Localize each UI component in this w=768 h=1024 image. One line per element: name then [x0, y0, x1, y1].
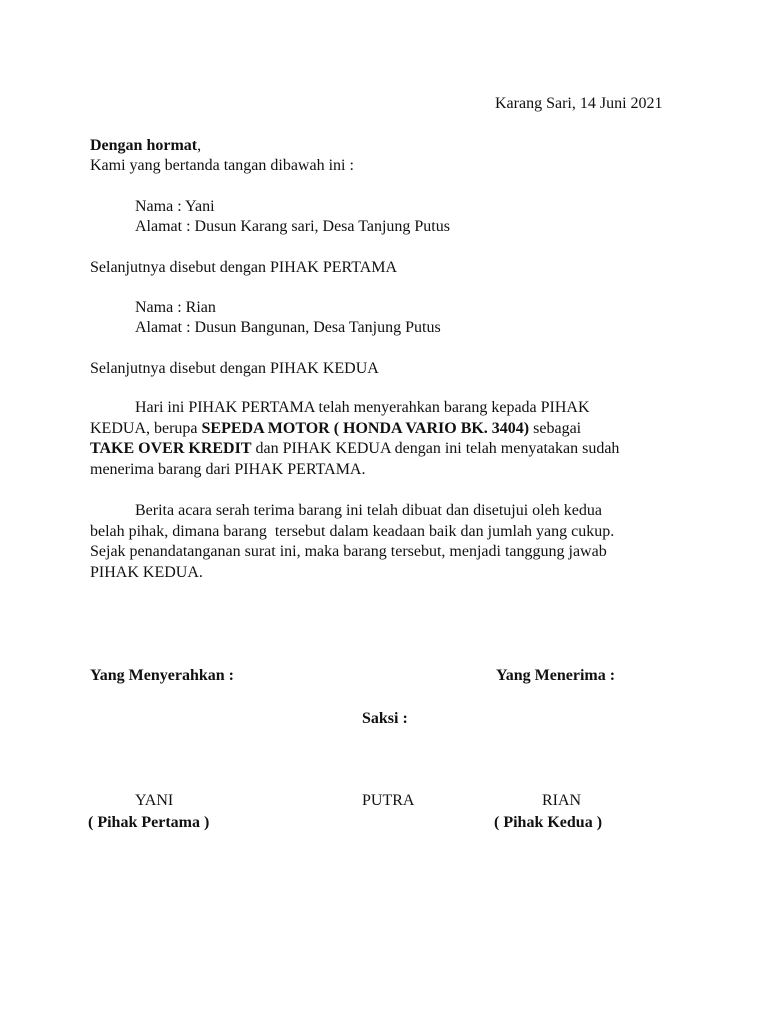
vehicle-description: SEPEDA MOTOR ( HONDA VARIO BK. 3404) [201, 419, 530, 437]
party2-name: Nama : Rian [135, 299, 216, 316]
party1-designation: Selanjutnya disebut dengan PIHAK PERTAMA [90, 259, 398, 276]
party1-name: Nama : Yani [135, 198, 215, 215]
receiver-name: RIAN [542, 792, 582, 809]
agreement-paragraph [90, 501, 700, 583]
agreement-line-3: Sejak penandatanganan surat ini, maka barang tersebut, menjadi tanggung jawab [90, 543, 607, 560]
handover-line-1: Hari ini PIHAK PERTAMA telah menyerahkan barang kepada PIHAK [135, 399, 590, 416]
handover-line-2-pre: KEDUA, berupa [90, 419, 202, 437]
place-date: Karang Sari, 14 Juni 2021 [495, 95, 663, 112]
agreement-line-2: belah pihak, dimana barang tersebut dalam keadaan baik dan jumlah yang cukup. [90, 522, 615, 540]
giver-name: YANI [135, 792, 174, 809]
handover-line-4: menerima barang dari PIHAK PERTAMA. [90, 460, 366, 478]
receiver-role: ( Pihak Kedua ) [494, 814, 603, 831]
salutation [90, 136, 201, 156]
handover-paragraph [90, 398, 690, 480]
giver-label: Yang Menyerahkan : [90, 667, 235, 684]
salutation-text: Dengan hormat [90, 137, 198, 154]
handover-line-3-post: dan PIHAK KEDUA dengan ini telah menyatakan sudah [251, 440, 620, 457]
agreement-line-4: PIHAK KEDUA. [90, 563, 203, 581]
take-over-kredit: TAKE OVER KREDIT [90, 440, 252, 457]
salutation-comma: , [197, 137, 202, 154]
party2-address: Alamat : Dusun Bangunan, Desa Tanjung Putus [135, 319, 441, 336]
receiver-label: Yang Menerima : [496, 667, 616, 684]
witness-name: PUTRA [362, 792, 415, 809]
witness-label: Saksi : [362, 710, 408, 727]
party1-address: Alamat : Dusun Karang sari, Desa Tanjung Putus [135, 218, 450, 235]
handover-line-2-post: sebagai [529, 419, 582, 437]
party2-designation: Selanjutnya disebut dengan PIHAK KEDUA [90, 360, 379, 377]
giver-role: ( Pihak Pertama ) [88, 814, 210, 831]
agreement-line-1: Berita acara serah terima barang ini telah dibuat dan disetujui oleh kedua [135, 502, 602, 519]
handover-line-3 [90, 439, 690, 460]
intro-line: Kami yang bertanda tangan dibawah ini : [90, 157, 354, 174]
handover-line-2 [90, 419, 690, 440]
